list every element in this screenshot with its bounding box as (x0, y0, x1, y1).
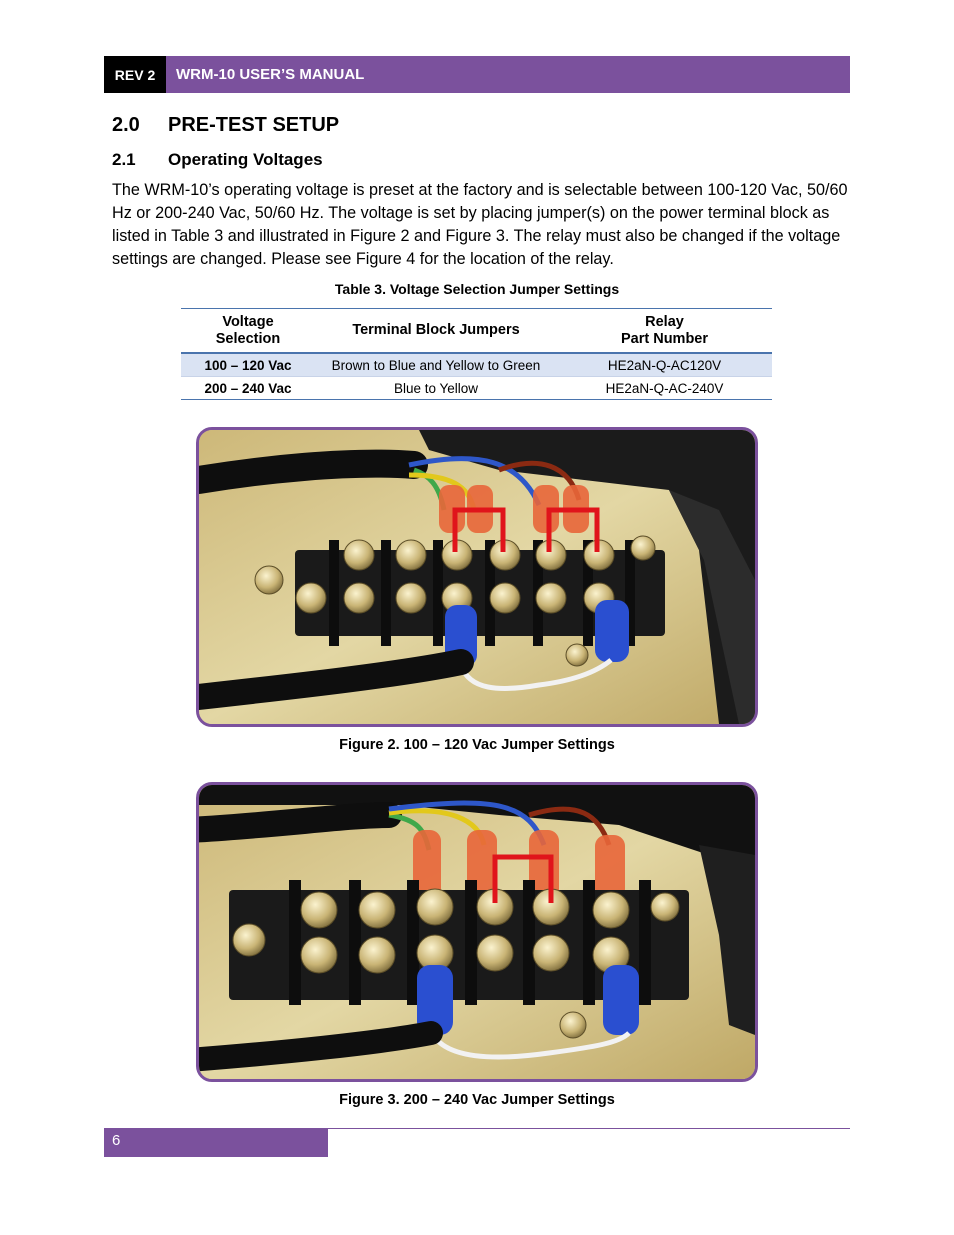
table-row (181, 377, 772, 400)
section-heading (112, 114, 339, 137)
header-voltage-line2: Selection (215, 330, 281, 347)
figure-3-photo (196, 782, 758, 1082)
cell-relay: HE2aN-Q-AC120V (557, 353, 772, 377)
table-row (181, 353, 772, 377)
cell-jumpers: Blue to Yellow (315, 377, 557, 400)
figure-3-caption: Figure 3. 200 – 240 Vac Jumper Settings (339, 1092, 615, 1108)
section-number: 2.0 (112, 114, 140, 136)
header-voltage-line1: Voltage (222, 313, 274, 330)
cell-voltage: 200 – 240 Vac (181, 377, 315, 400)
header-relay-part-number (557, 309, 772, 354)
figure-2-photo (196, 427, 758, 727)
cell-jumpers: Brown to Blue and Yellow to Green (315, 353, 557, 377)
terminal-block-200-240-illustration (199, 785, 755, 1079)
header-relay-line1: Relay (645, 313, 684, 330)
table-header-row (181, 309, 772, 354)
body-paragraph: The WRM-10’s operating voltage is preset at the factory and is selectable between 100-120 Vac, 50/60 Hz or 200-240 Vac, 50/60 Hz. The voltage is set by placing jumper(s) on the power terminal block as listed in Table 3 and illustrated in Figure 2 and Figure 3. The relay must also be changed if the voltage settings are changed. Please see Figure 4 for the location of the relay. (112, 181, 848, 268)
section-title: PRE-TEST SETUP (168, 114, 340, 136)
cell-voltage: 100 – 120 Vac (181, 353, 315, 377)
header-manual-title: WRM-10 USER’S MANUAL (166, 56, 850, 93)
table-caption: Table 3. Voltage Selection Jumper Settings (334, 281, 620, 297)
header-relay-line2: Part Number (620, 330, 709, 347)
figure-2-caption: Figure 2. 100 – 120 Vac Jumper Settings (339, 737, 615, 753)
page-number: 6 (104, 1128, 328, 1157)
header-terminal-block-jumpers: Terminal Block Jumpers (315, 309, 557, 354)
subsection-number: 2.1 (112, 150, 136, 169)
header-rev: REV 2 (104, 56, 166, 93)
terminal-block-100-120-illustration (199, 430, 755, 724)
subsection-title: Operating Voltages (168, 150, 323, 169)
cell-relay: HE2aN-Q-AC-240V (557, 377, 772, 400)
subsection-heading (112, 150, 323, 170)
voltage-table (181, 308, 772, 400)
header-voltage-selection (181, 309, 315, 354)
